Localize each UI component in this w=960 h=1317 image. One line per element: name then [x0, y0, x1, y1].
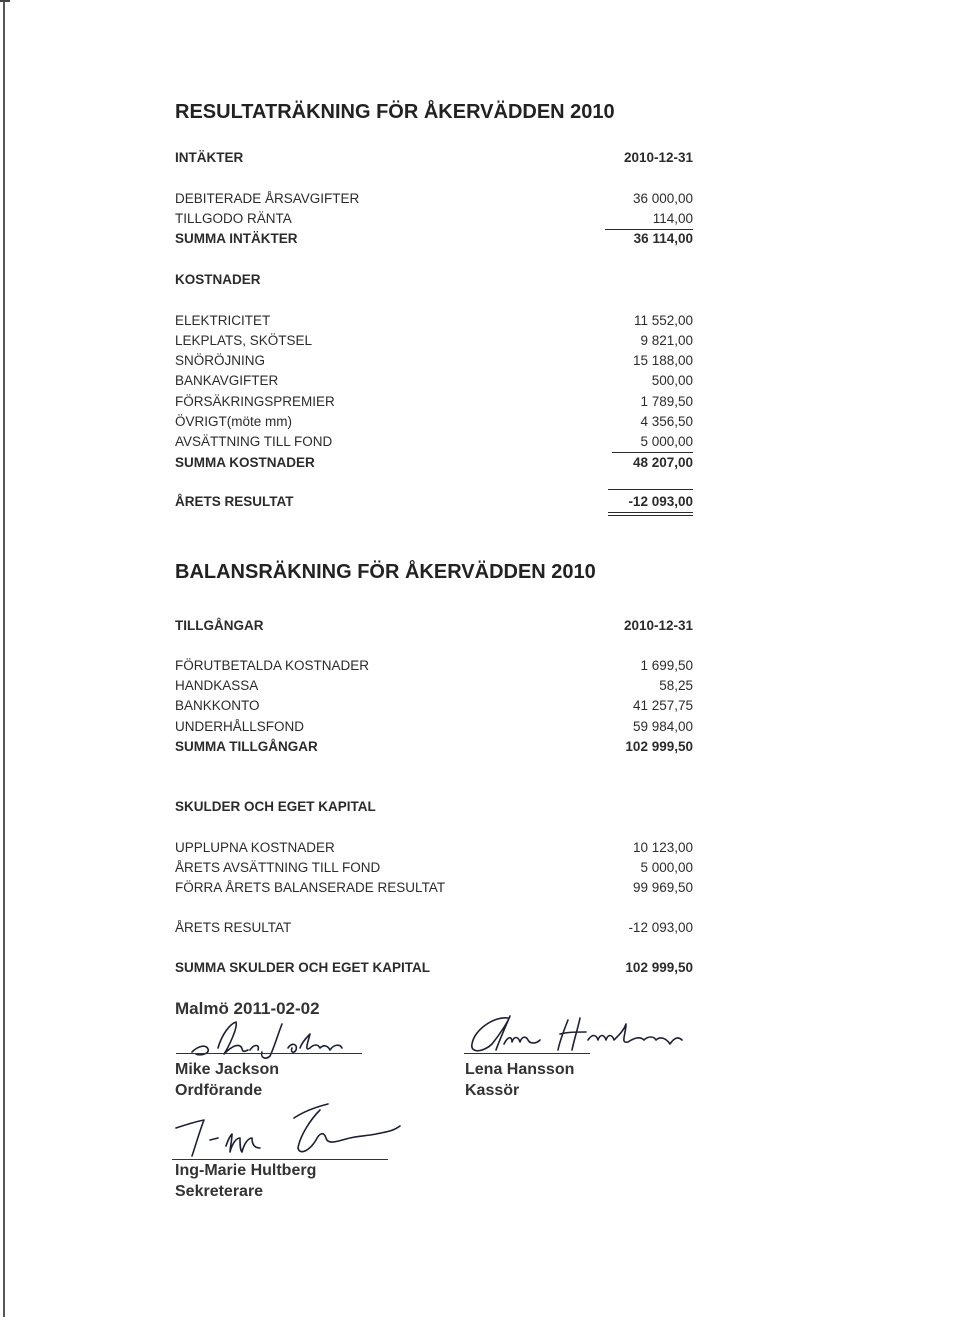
liabilities-total-value: 102 999,50	[625, 960, 693, 975]
cost-row-value: 15 188,00	[632, 353, 693, 368]
asset-row	[175, 656, 693, 676]
cost-row-value: 11 552,00	[633, 313, 693, 328]
asset-row-value: 58,25	[659, 678, 693, 693]
signer-2	[465, 1059, 574, 1101]
asset-row-value: 59 984,00	[632, 719, 693, 734]
liability-row	[175, 838, 693, 858]
cost-row-label: SNÖRÖJNING	[175, 353, 266, 368]
signer-name: Mike Jackson	[175, 1061, 280, 1078]
assets-total-label: SUMMA TILLGÅNGAR	[175, 739, 318, 754]
asset-row-label: BANKKONTO	[175, 698, 260, 713]
place-date: Malmö 2011-02-02	[175, 999, 320, 1018]
asset-row	[175, 696, 693, 716]
costs-heading: KOSTNADER	[175, 272, 261, 287]
signer-role: Kassör	[465, 1082, 520, 1099]
result-row	[175, 492, 693, 512]
asset-row-label: UNDERHÅLLSFOND	[175, 719, 305, 734]
income-row	[175, 209, 693, 229]
cost-row-value: 9 821,00	[640, 333, 693, 348]
cost-row-value: 1 789,50	[640, 394, 693, 409]
cost-row-label: AVSÄTTNING TILL FOND	[175, 434, 333, 449]
liability-row-label: UPPLUPNA KOSTNADER	[175, 840, 335, 855]
cost-row-value: 5 000,00	[640, 434, 693, 449]
assets-header-row	[175, 616, 693, 636]
signature-ing-marie-hultberg	[170, 1096, 410, 1162]
income-statement-title: RESULTATRÄKNING FÖR ÅKERVÄDDEN 2010	[175, 101, 615, 123]
signer-name: Lena Hansson	[465, 1061, 575, 1078]
liability-row	[175, 858, 693, 878]
result-label: ÅRETS RESULTAT	[175, 494, 294, 509]
cost-row-label: FÖRSÄKRINGSPREMIER	[175, 394, 335, 409]
cost-row-value: 500,00	[651, 373, 693, 388]
income-row-label: DEBITERADE ÅRSAVGIFTER	[175, 191, 360, 206]
asset-row	[175, 717, 693, 737]
income-row-value: 114,00	[652, 211, 693, 226]
income-header-row	[175, 148, 693, 168]
cost-row-label: LEKPLATS, SKÖTSEL	[175, 333, 313, 348]
costs-total-value: 48 207,00	[632, 455, 693, 470]
cost-row	[175, 351, 693, 371]
cost-row	[175, 432, 693, 452]
liability-row-label: FÖRRA ÅRETS BALANSERADE RESULTAT	[175, 880, 446, 895]
result-double-underline	[608, 512, 693, 516]
scan-edge-mark	[0, 0, 10, 2]
cost-row-label: ÖVRIGT(möte mm)	[175, 414, 292, 429]
cost-row	[175, 412, 693, 432]
result-value: -12 093,00	[628, 494, 693, 509]
signature-line	[464, 1053, 590, 1054]
income-total-value: 36 114,00	[633, 231, 693, 246]
cost-row-label: ELEKTRICITET	[175, 313, 271, 328]
signer-role: Sekreterare	[175, 1183, 264, 1200]
liability-row-label: ÅRETS AVSÄTTNING TILL FOND	[175, 860, 381, 875]
liabilities-total-row	[175, 958, 693, 978]
income-row	[175, 189, 693, 209]
signer-1	[175, 1059, 279, 1101]
result-overline	[608, 489, 693, 490]
signature-lena-hansson	[464, 1010, 714, 1058]
cost-row	[175, 311, 693, 331]
signer-role: Ordförande	[175, 1082, 263, 1099]
year-result-label: ÅRETS RESULTAT	[175, 920, 292, 935]
asset-row-label: FÖRUTBETALDA KOSTNADER	[175, 658, 370, 673]
liabilities-total-label: SUMMA SKULDER OCH EGET KAPITAL	[175, 960, 430, 975]
income-row-label: TILLGODO RÄNTA	[175, 211, 292, 226]
year-result-value: -12 093,00	[628, 920, 693, 935]
signer-3	[175, 1160, 316, 1202]
cost-row	[175, 331, 693, 351]
signer-name: Ing-Marie Hultberg	[175, 1162, 317, 1179]
assets-heading: TILLGÅNGAR	[175, 618, 264, 633]
income-row-value: 36 000,00	[632, 191, 693, 206]
costs-total-row	[175, 453, 693, 473]
liability-row	[175, 878, 693, 898]
year-result-row	[175, 918, 693, 938]
asset-row	[175, 676, 693, 696]
signature-line	[176, 1053, 362, 1054]
income-heading: INTÄKTER	[175, 150, 244, 165]
balance-sheet-title: BALANSRÄKNING FÖR ÅKERVÄDDEN 2010	[175, 561, 596, 583]
liabilities-heading: SKULDER OCH EGET KAPITAL	[175, 799, 376, 814]
asset-row-label: HANDKASSA	[175, 678, 259, 693]
income-total-label: SUMMA INTÄKTER	[175, 231, 298, 246]
cost-row	[175, 392, 693, 412]
income-total-row	[175, 229, 693, 249]
asset-row-value: 41 257,75	[632, 698, 693, 713]
assets-date: 2010-12-31	[623, 618, 693, 633]
asset-row-value: 1 699,50	[640, 658, 693, 673]
liabilities-heading-row	[175, 797, 693, 817]
liability-row-value: 99 969,50	[632, 880, 693, 895]
costs-total-label: SUMMA KOSTNADER	[175, 455, 315, 470]
liability-row-value: 10 123,00	[632, 840, 693, 855]
cost-row	[175, 371, 693, 391]
liability-row-value: 5 000,00	[640, 860, 693, 875]
assets-total-row	[175, 737, 693, 757]
assets-total-value: 102 999,50	[625, 739, 693, 754]
cost-row-value: 4 356,50	[640, 414, 693, 429]
cost-row-label: BANKAVGIFTER	[175, 373, 279, 388]
scan-edge	[3, 0, 5, 1317]
costs-heading-row	[175, 270, 693, 290]
income-date: 2010-12-31	[623, 150, 693, 165]
